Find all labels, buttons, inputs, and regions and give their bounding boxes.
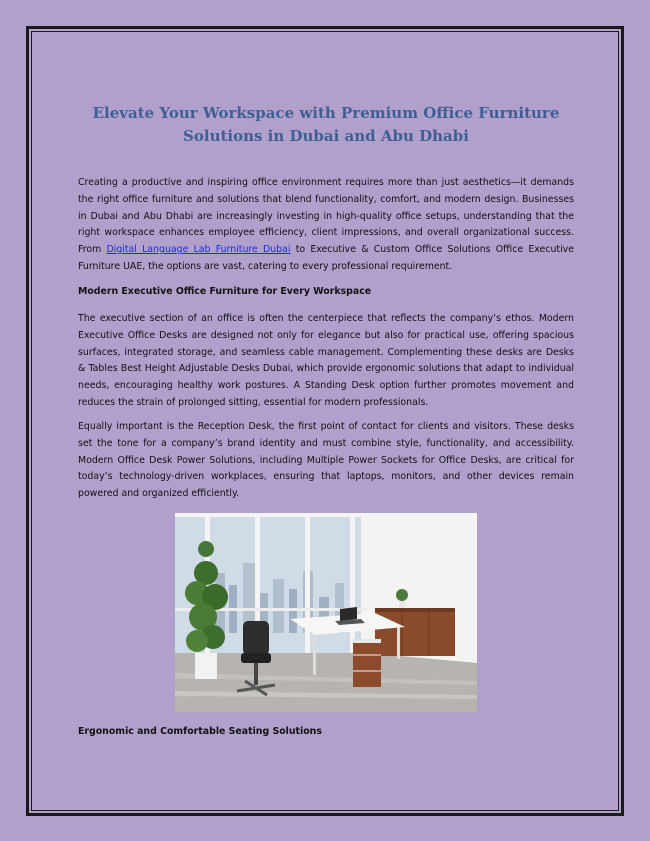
intro-text-after-link: to Executive & Custom Office Solutions Office Executive Furniture UAE, the options are vast, catering to every professional requirement.	[78, 244, 574, 272]
intro-paragraph	[78, 175, 574, 276]
office-interior-photo	[175, 513, 477, 712]
digital-language-lab-link[interactable]: Digital Language Lab Furniture Dubai	[106, 244, 291, 256]
office-interior-illustration	[175, 513, 477, 712]
section-heading-seating: Ergonomic and Comfortable Seating Solutions	[78, 726, 322, 737]
section-heading-executive-furniture: Modern Executive Office Furniture for Every Workspace	[78, 286, 372, 297]
executive-furniture-paragraph: The executive section of an office is often the centerpiece that reflects the company’s ethos. Modern Executive Office Desks are designed not only for elegance but also for practical use, offering spacious surfaces, integrated storage, and seamless cable management. Complementing these desks are Desks & Tables Best Height Adjustable Desks Dubai, which provide ergonomic solutions that adapt to individual needs, encouraging healthy work postures. A Standing Desk option further promotes movement and reduces the strain of prolonged sitting, essential for modern professionals.	[78, 313, 574, 408]
document-title: Elevate Your Workspace with Premium Office Furniture Solutions in Dubai and Abu Dhabi	[92, 104, 560, 145]
reception-desk-paragraph: Equally important is the Reception Desk, the first point of contact for clients and visitors. These desks set the tone for a company’s brand identity and must combine style, functionality, and accessibility. Modern Office Desk Power Solutions, including Multiple Power Sockets for Office Desks, are critical for today’s technology-driven workplaces, ensuring that laptops, monitors, and other devices remain powered and organized efficiently.	[78, 421, 574, 500]
intro-text-before-link: Creating a productive and inspiring office environment requires more than just aesthetics—it demands the right office furniture and solutions that blend functionality, comfort, and modern design. Businesses in Dubai and Abu Dhabi are increasingly investing in high-quality office setups, understanding that the right workspace enhances employee efficiency, client impressions, and overall organizational success. From	[78, 177, 574, 256]
